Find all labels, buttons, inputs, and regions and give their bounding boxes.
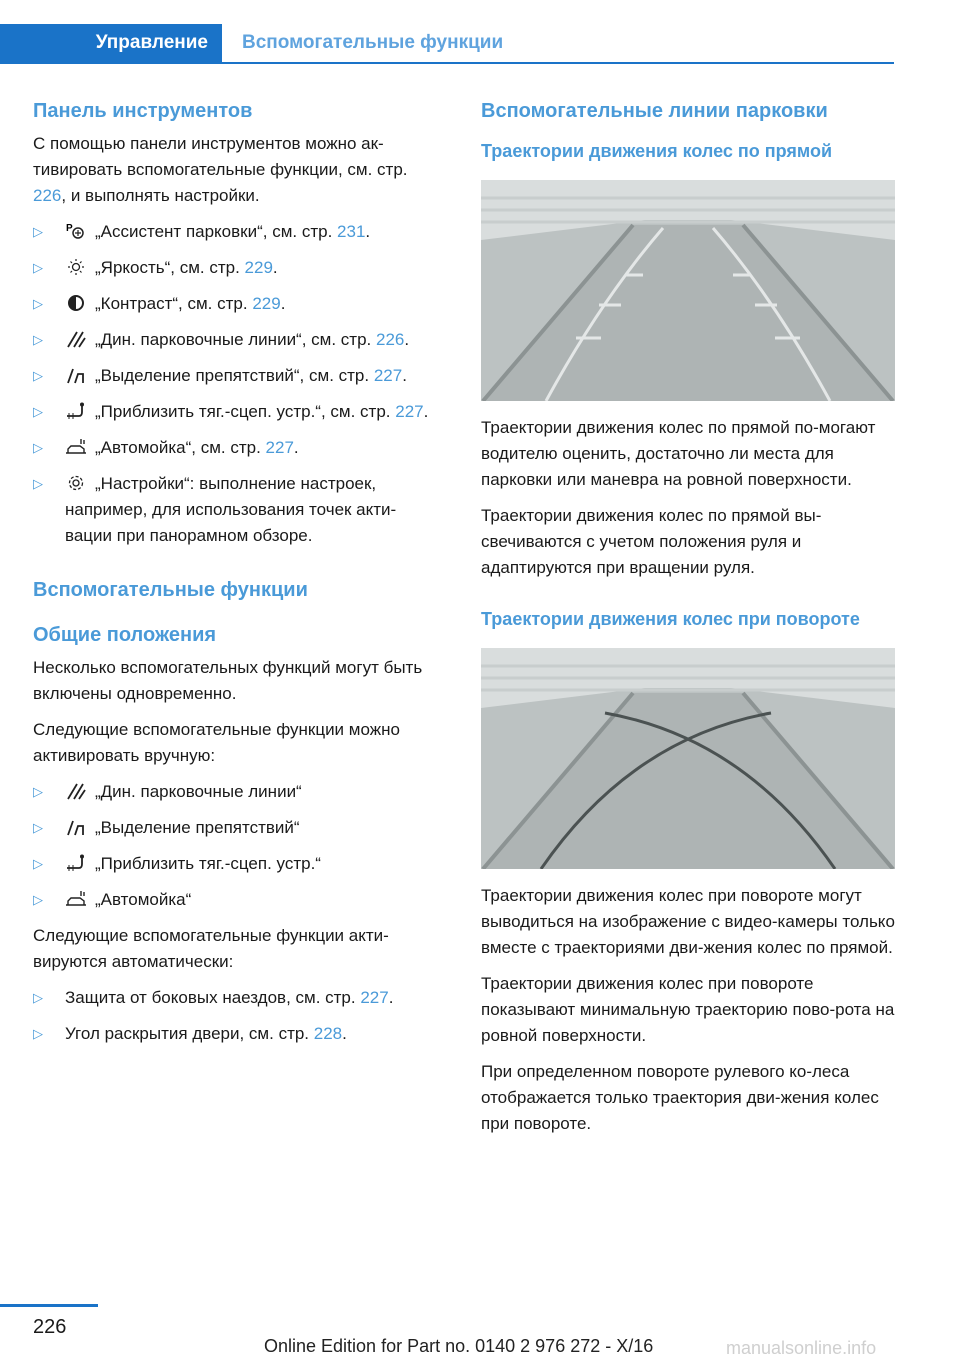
page-link[interactable]: 231 [337, 222, 366, 241]
straight-trajectory-illustration [481, 180, 895, 401]
page-number: 226 [33, 1316, 67, 1338]
list-item: ▷ Угол раскрытия двери, см. стр. 228. [33, 1021, 443, 1047]
bullet-icon: ▷ [33, 296, 43, 311]
straight-title: Траектории движения колес по прямой [481, 141, 833, 161]
list-item: ▷ „Дин. парковочные линии“ [33, 779, 443, 805]
straight-paragraph: Траектории движения колес по прямой по-могают водителю оценить, достаточно ли места для парковки или маневра на ровной поверхности. [481, 418, 876, 489]
watermark: manualsonline.info [726, 1338, 877, 1358]
parking-assistant-icon [65, 222, 87, 240]
bullet-icon: ▷ [33, 784, 43, 799]
general-paragraph: Следующие вспомогательные функции акти-вируются автоматически: [33, 926, 389, 971]
bullet-icon: ▷ [33, 404, 43, 419]
general-paragraph: Следующие вспомогательные функции можно активировать вручную: [33, 720, 400, 765]
turn-trajectory-illustration [481, 648, 895, 869]
edition-note: Online Edition for Part no. 0140 2 976 272 - X/16 [264, 1336, 654, 1356]
bullet-icon: ▷ [33, 1026, 43, 1041]
left-column [33, 100, 443, 1057]
bullet-icon: ▷ [33, 440, 43, 455]
bullet-icon: ▷ [33, 332, 43, 347]
list-item: ▷ Защита от боковых наездов, см. стр. 227. [33, 985, 443, 1011]
straight-paragraph: Траектории движения колес по прямой вы-свечиваются с учетом положения руля и адаптируются при вращении руля. [481, 506, 822, 577]
list-item: ▷ „Приблизить тяг.-сцеп. устр.“, см. стр. 227. [33, 399, 443, 425]
list-item: ▷ „Автомойка“ [33, 887, 443, 913]
settings-icon [65, 474, 87, 492]
car-wash-icon [65, 438, 87, 456]
panel-items-list [33, 219, 443, 549]
page-link[interactable]: 226 [33, 186, 62, 205]
list-item: ▷ „Яркость“, см. стр. 229. [33, 255, 443, 281]
list-item: ▷ „Приблизить тяг.-сцеп. устр.“ [33, 851, 443, 877]
header-chapter-tab: Управление [0, 24, 222, 62]
page-link[interactable]: 228 [313, 1024, 343, 1043]
auto-items-list [33, 985, 443, 1047]
dynamic-parking-lines-icon [65, 782, 87, 800]
manual-items-list [33, 779, 443, 913]
list-item: ▷ „Контраст“, см. стр. 229. [33, 291, 443, 317]
page-link[interactable]: 227 [360, 988, 389, 1007]
obstacle-marking-icon [65, 818, 87, 836]
general-paragraph: Несколько вспомогательных функций могут быть включены одновременно. [33, 658, 423, 703]
right-column [481, 100, 895, 1147]
turn-paragraph: Траектории движения колес при повороте могут выводиться на изображение с видео-камеры только вместе с траекториями дви-жения колес по прямой. [481, 886, 895, 957]
header-section-tab: Вспомогательные функции [242, 32, 504, 53]
bullet-icon: ▷ [33, 368, 43, 383]
bullet-icon: ▷ [33, 260, 43, 275]
assist-section-title: Вспомогательные функции [33, 579, 308, 601]
page-link[interactable]: 227 [373, 366, 403, 385]
list-item: ▷ „Автомойка“, см. стр. 227. [33, 435, 443, 461]
turn-paragraph: При определенном повороте рулевого ко-леса отображается только траектория дви-жения колес при повороте. [481, 1062, 879, 1133]
list-item: ▷ „Дин. парковочные линии“, см. стр. 226. [33, 327, 443, 353]
page-link[interactable]: 226 [376, 330, 405, 349]
panel-intro: С помощью панели инструментов можно ак-тивировать вспомогательные функции, см. стр. 226, и выполнять настройки. [33, 134, 408, 205]
footer-rule [0, 1304, 98, 1307]
bullet-icon: ▷ [33, 892, 43, 907]
turn-title: Траектории движения колес при повороте [481, 609, 860, 629]
obstacle-marking-icon [65, 366, 87, 384]
bullet-icon: ▷ [33, 476, 43, 491]
list-item: ▷ „Настройки“: выполнение настроек, например, для использования точек акти-вации при панорамном обзоре. [33, 471, 443, 549]
running-header [0, 24, 894, 64]
contrast-icon [65, 294, 87, 312]
parking-lines-title: Вспомогательные линии парковки [481, 100, 828, 122]
car-wash-icon [65, 890, 87, 908]
brightness-icon [65, 258, 87, 276]
page-link[interactable]: 227 [265, 438, 294, 457]
list-item: ▷ „Выделение препятствий“ [33, 815, 443, 841]
bullet-icon: ▷ [33, 990, 43, 1005]
bullet-icon: ▷ [33, 820, 43, 835]
trailer-hitch-icon [65, 402, 87, 420]
svg-text:P: P [66, 223, 73, 234]
general-title: Общие положения [33, 624, 217, 646]
list-item: ▷ „Выделение препятствий“, см. стр. 227. [33, 363, 443, 389]
bullet-icon: ▷ [33, 224, 43, 239]
trailer-hitch-icon [65, 854, 87, 872]
bullet-icon: ▷ [33, 856, 43, 871]
dynamic-parking-lines-icon [65, 330, 87, 348]
page-link[interactable]: 229 [252, 294, 281, 313]
turn-paragraph: Траектории движения колес при повороте показывают минимальную траекторию пово-рота на ровной поверхности. [481, 974, 895, 1045]
list-item: ▷ P „Ассистент парковки“, см. стр. 231. [33, 219, 443, 245]
panel-title: Панель инструментов [33, 100, 253, 122]
page-link[interactable]: 229 [244, 258, 273, 277]
page-link[interactable]: 227 [395, 402, 424, 421]
